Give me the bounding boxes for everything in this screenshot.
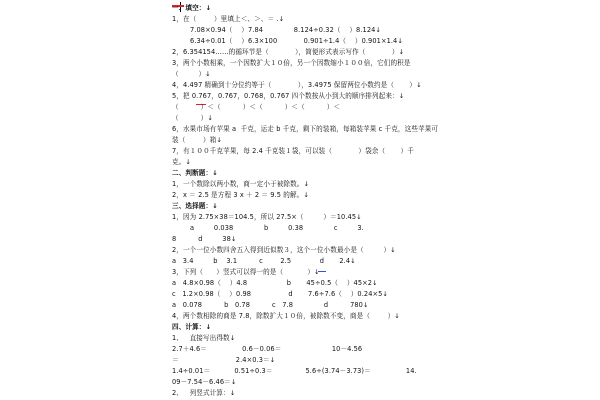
- text-line: 4，两个数相除的商是 7.8，除数扩大１０倍，被除数不变，商是（ ）↓: [172, 312, 400, 320]
- text-line: 3，两个小数相乘，一个因数扩大１０倍，另一个因数缩小１００倍，它们的积是: [172, 59, 411, 67]
- text-line: 6，水果市场有苹果 a 千克，运走 b 千克，剩下的装箱，每箱装苹果 c 千克，这些苹果可: [172, 125, 439, 133]
- text-line: a 4.8×0.98（ ）4.8 b 45÷0.5（ ）45×2↓: [172, 279, 378, 287]
- text-line: 2，6.354154……的循环节是（ ），简便形式表示写作（ ）↓: [172, 48, 405, 56]
- text-line: ＝ 2.4×0.3＝↓: [172, 356, 276, 364]
- text-line: 7.08×0.94（ ）7.84 8.124÷0.32（ ）8.124↓: [190, 26, 382, 34]
- text-line: 5，把 0.767，0.767，0.768，0.767 四个数按从小到大的顺序排列起来：↓: [172, 92, 405, 100]
- text-line: 二、判断题：↓: [172, 169, 218, 177]
- text-line: a 0.078 b 0.78 c 7.8 d 780↓: [172, 301, 369, 309]
- text-line: c 1.2×0.98（ ）0.98 d 7.6÷7.6（ ）0.24×5↓: [172, 290, 389, 298]
- text-line: 1，因为 2.75×38＝104.5，所以 27.5×（ ）＝10.45↓: [172, 213, 362, 221]
- text-line: 2.7＋4.6＝ 0.6－0.06＝ 10－4.56: [172, 345, 363, 353]
- text-line: 三、选择题：↓: [172, 202, 218, 210]
- text-line: 2，x ＝ 2.5 是方程 3 x ＋ 2 ＝ 9.5 的解。↓: [172, 191, 309, 199]
- text-line: 2、 列竖式计算：↓: [172, 389, 236, 397]
- text-line: 6.34÷0.01（ ）6.3×100 0.901÷1.4（ ）0.901×1.4↓: [190, 37, 403, 45]
- text-line: 1、 直接写出得数↓: [172, 334, 236, 342]
- text-line: 7，有１００千克苹果，每 2.4 千克装１袋，可以装（ ）袋余（ ）千: [172, 147, 414, 155]
- text-line: 装（ ）箱↓: [172, 136, 222, 144]
- text-line: （ ）↓: [172, 70, 211, 78]
- text-line: 09－7.54－6.46＝↓: [172, 378, 237, 386]
- text-line: 一、填空：↓: [172, 4, 212, 12]
- text-line: 四、计算：↓: [172, 323, 212, 331]
- text-line: 1，在（ ）里填上＜、＞、＝ .↓: [172, 15, 285, 23]
- text-line: 2，一个一位小数四舍五入得到近似数３，这个一位小数最小是（ ）↓: [172, 246, 396, 254]
- text-line: a 0.038 b 0.38 c 3.: [190, 224, 364, 232]
- text-line: 1.4÷0.01＝ 0.51÷0.3＝ 5.6÷(3.74－3.73)＝ 14.: [172, 367, 417, 375]
- text-line: a 3.4 b 3.1 c 2.5 d 2.4↓: [172, 257, 356, 265]
- text-line: 1，一个数除以两小数，商一定小于被除数。↓: [172, 180, 310, 188]
- text-line: 克。↓: [172, 158, 192, 166]
- text-line: 3，下列（ ）竖式可以得一的是（ ）↓: [172, 268, 320, 276]
- text-line: （ ）＜（ ）＜（ ）＜（ ）＜: [172, 103, 341, 111]
- text-line: （ ）↓: [172, 114, 213, 122]
- text-line: 4，4.497 精确到十分位约等于（ ），3.4975 保留两位小数约是（ ）↓: [172, 81, 422, 89]
- text-line: 8 d 38↓: [172, 235, 237, 243]
